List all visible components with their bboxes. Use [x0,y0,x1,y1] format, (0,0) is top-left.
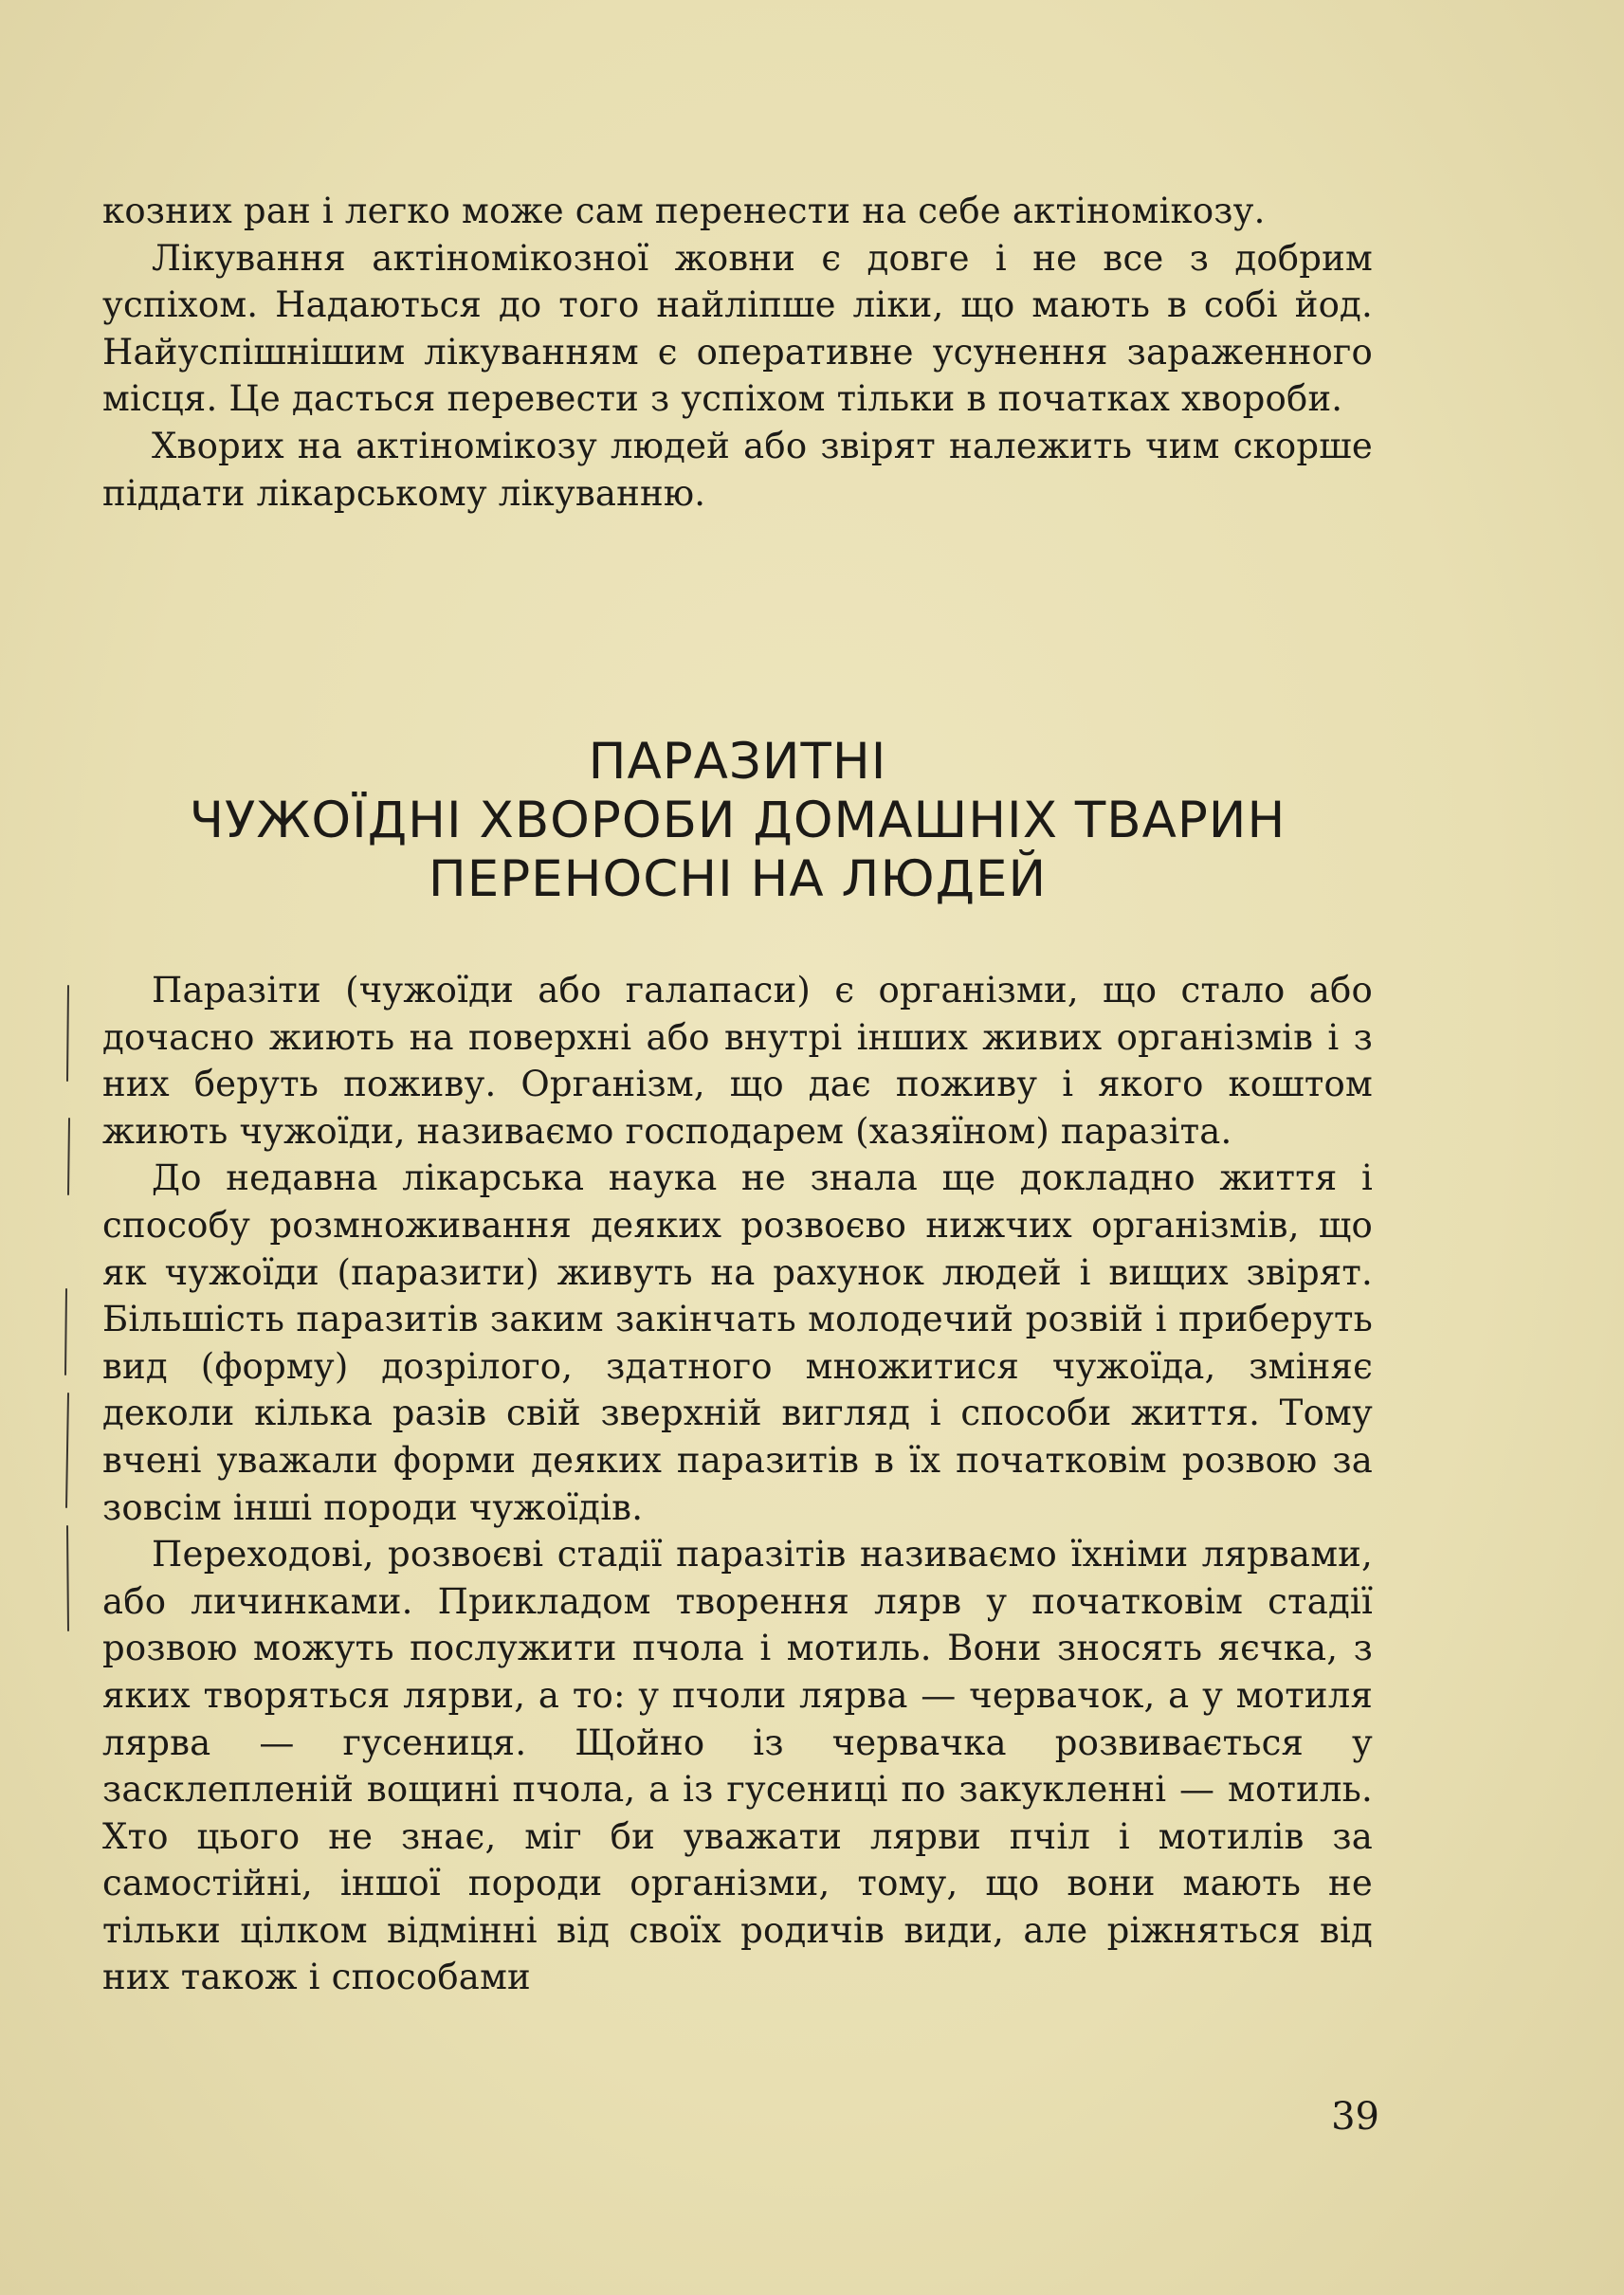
page-number: 39 [1331,2095,1379,2139]
section-heading [102,733,1373,909]
paragraph-treatment: Лікування актіномікозної жовни є довге і не все з добрим успіхом. Надаються до того найліпше ліки, що мають в собі йод. Найуспішнішим лікуванням є оперативне усунення зараженного місця. Це дасться перевести з успіхом тільки в початках хвороби. [102,237,1373,420]
margin-pencil-mark [57,976,85,1640]
paragraph-continuation: козних ран і легко може сам перенести на себе актіномікозу. [102,191,1266,231]
paragraph-larvae: Переходові, розвоєві стадії паразітів називаємо їхніми лярвами, або личинками. Прикладом творення лярв у початковім стадії розвою можуть послужити пчола і мотиль. Вони зносять яєчка, з яких творяться лярви, а то: у пчоли лярва — червачок, а у мотиля лярва — гусениця. Щойно із червачка розвивається у засклепленій вощині пчола, а із гусениці по закукленні — мотиль. Хто цього не знає, міг би уважати лярви пчіл і мотилів за самостійні, іншої породи організми, тому, що вони мають не тільки цілком відмінні від своїх родичів види, але ріжняться від них також і способами [102,1534,1373,1998]
paragraph-parasites-definition: Паразіти (чужоїди або галапаси) є організми, що стало або дочасно жиють на поверхні або внутрі інших живих організмів і з них беруть поживу. Організм, що дає поживу і якого коштом жиють чужоїди, називаємо господарем (хазяїном) паразіта. [102,970,1373,1152]
main-text-block [102,967,1373,2001]
heading-line-1: ПАРАЗИТНІ [588,733,887,791]
paragraph-patients: Хворих на актіномікозу людей або звірят належить чим скорше піддати лікарському лікуванню. [102,425,1373,514]
paragraph-medical-science: До недавна лікарська наука не знала ще докладно життя і способу розмноживання деяких розвоєво нижчих організмів, що як чужоїди (паразити) живуть на рахунок людей і вищих звірят. Більшість паразитів заким закінчать молодечий розвій і приберуть вид (форму) дозрілого, здатного множитися чужоїда, зміняє деколи кілька разів свій зверхній вигляд і способи життя. Тому вчені уважали форми деяких паразитів в їх початковім розвою за зовсім інші породи чужоїдів. [102,1157,1373,1528]
heading-line-3: ПЕРЕНОСНІ НА ЛЮДЕЙ [428,850,1048,908]
top-text-block [102,188,1373,517]
heading-line-2: ЧУЖОЇДНІ ХВОРОБИ ДОМАШНІХ ТВАРИН [189,792,1286,849]
